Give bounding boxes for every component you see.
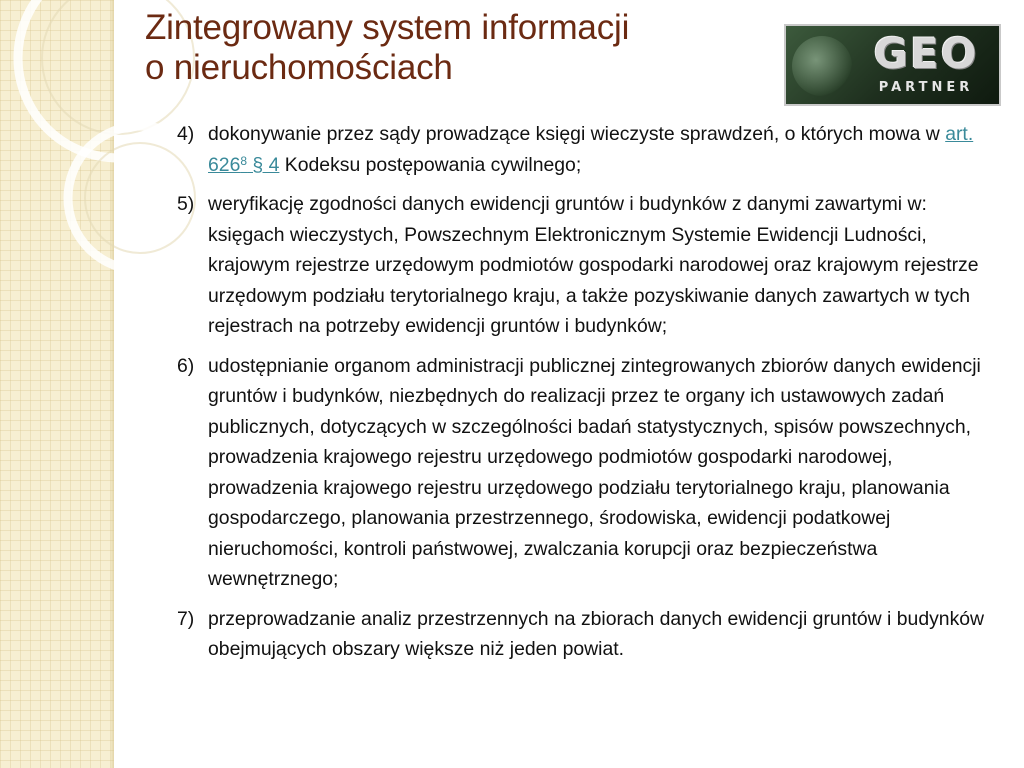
- item-number: 5): [177, 193, 195, 215]
- logo-wordmark: GEO: [873, 29, 979, 78]
- slide-title: [145, 8, 629, 88]
- list-item: [177, 119, 997, 180]
- item-text-before-link: dokonywanie przez sądy prowadzące księgi wieczyste sprawdzeń, o których mowa w: [208, 123, 946, 145]
- list-item: [177, 189, 997, 342]
- item-number: 7): [177, 607, 195, 630]
- world-map-graphic: [792, 36, 852, 96]
- item-number: 6): [177, 354, 195, 377]
- item-text: udostępnianie organom administracji publicznej zintegrowanych zbiorów danych ewidencji gruntów i budynków, niezbędnych do realizacji przez te organy ich ustawowych zadań publicznych, dotyczących w szczególności badań statystycznych, spisów powszechnych, prowadzenia krajowego rejestru urzędowego podmiotów gospodarki narodowej, prowadzenia krajowego rejestru urzędowego podziału terytorialnego kraju, planowania gospodarczego, planowania przestrzennego, środowiska, ewidencji podatkowej nieruchomości, kontroli państwowej, zwalczania korupcji oraz bezpieczeństwa wewnętrznego;: [208, 354, 981, 590]
- item-number: 4): [177, 123, 195, 145]
- slide-title-line-1: Zintegrowany system informacji: [145, 8, 630, 47]
- article-link-text: art. 626: [208, 123, 974, 176]
- duties-list: [177, 119, 997, 674]
- list-item: [177, 351, 997, 595]
- article-link-paragraph: § 4: [247, 153, 280, 176]
- item-text: przeprowadzanie analiz przestrzennych na zbiorach danych ewidencji gruntów i budynków obejmujących obszary większe niż jeden powiat.: [208, 607, 985, 660]
- geo-partner-logo: [784, 24, 1001, 106]
- logo-subtitle: PARTNER: [878, 80, 974, 95]
- list-item: [177, 604, 997, 665]
- item-text-after-link: Kodeksu postępowania cywilnego;: [279, 153, 582, 176]
- slide-title-line-2: o nieruchomościach: [145, 48, 453, 87]
- article-link-superscript: 8: [240, 153, 248, 168]
- item-text: weryfikację zgodności danych ewidencji gruntów i budynków z danymi zawartymi w: księgach wieczystych, Powszechnym Elektronicznym Systemie Ewidencji Ludności, krajowym rejestrze urzędowym podmiotów gospodarki narodowej oraz krajowym rejestrze urzędowym podziału terytorialnego kraju, a także pozyskiwanie danych zawartych w tych rejestrach na potrzeby ewidencji gruntów i budynków;: [208, 193, 979, 337]
